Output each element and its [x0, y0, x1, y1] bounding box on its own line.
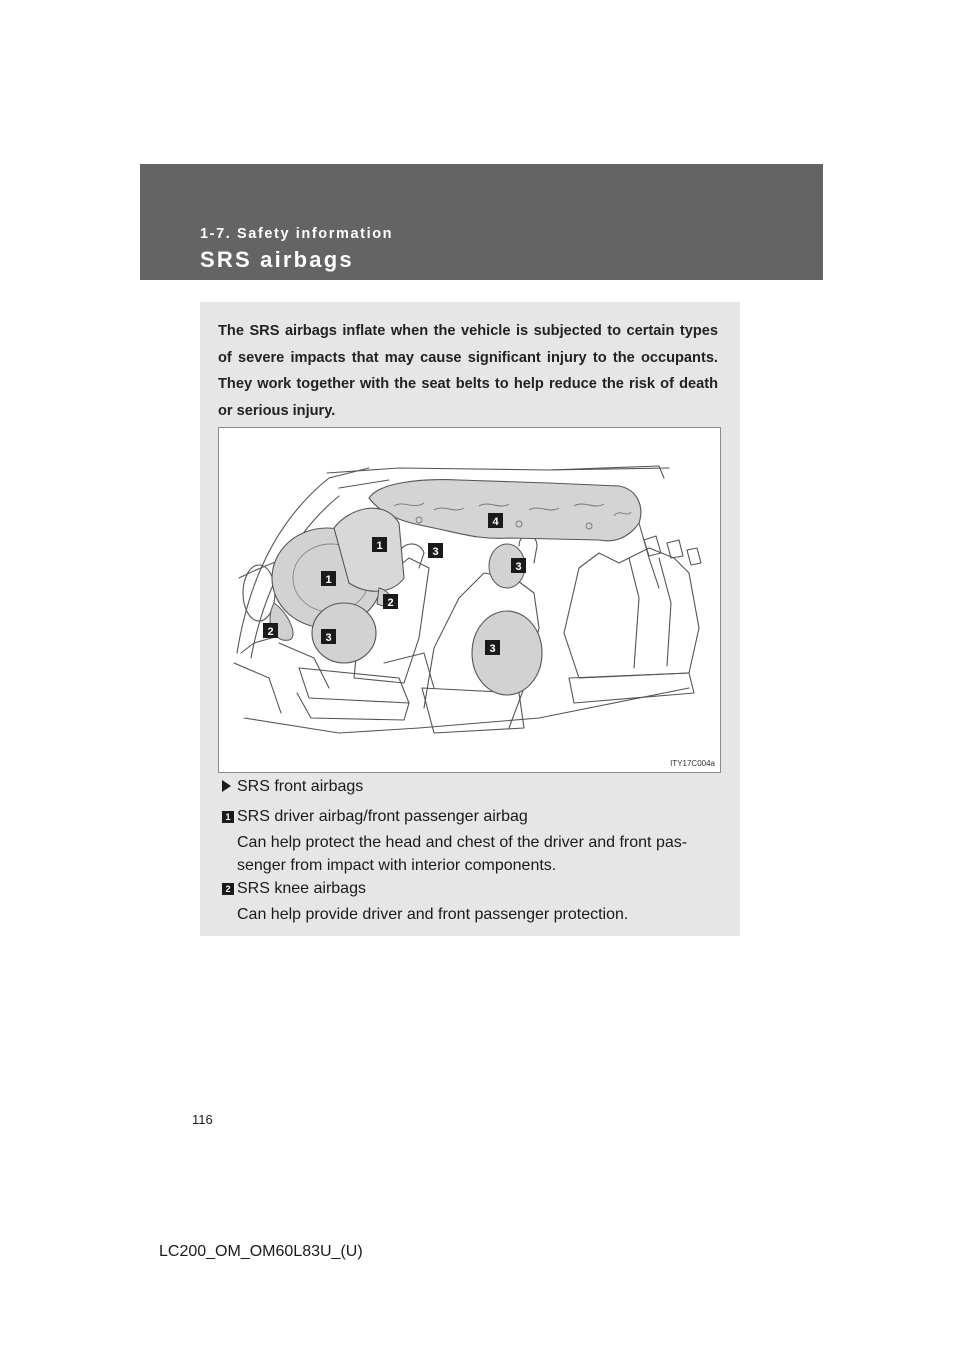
svg-text:3: 3 — [325, 632, 332, 644]
svg-text:4: 4 — [492, 516, 499, 528]
marker-layer — [219, 428, 721, 773]
airbag-illustration — [218, 427, 721, 773]
marker-3-side-airbag-front — [428, 543, 443, 558]
arrow-right-icon — [222, 780, 231, 792]
item-description-line: Can help provide driver and front passenger protection. — [237, 906, 629, 923]
figure-code: ITY17C004a — [670, 759, 715, 768]
item-description — [237, 903, 737, 926]
item-title: SRS knee airbags — [237, 880, 366, 897]
svg-text:2: 2 — [387, 597, 394, 609]
section-label: 1-7. Safety information — [200, 226, 394, 242]
item-description-line: senger from impact with interior components. — [237, 857, 557, 874]
svg-text:3: 3 — [489, 643, 496, 655]
number-box-icon: 1 — [222, 811, 234, 823]
number-box-icon: 2 — [222, 883, 234, 895]
svg-text:1: 1 — [376, 540, 383, 552]
intro-paragraph: The SRS airbags inflate when the vehicle is subjected to certain types of severe impacts that may cause significant injury to the occupants. They work together with the seat belts to help reduce the risk of death or serious injury. — [218, 323, 718, 419]
page-number: 116 — [192, 1112, 213, 1127]
svg-text:2: 2 — [267, 626, 274, 638]
marker-3-side-airbag-rear — [511, 558, 526, 573]
item-knee-airbags — [222, 878, 737, 926]
bullet-label: SRS front airbags — [237, 778, 364, 795]
svg-text:3: 3 — [515, 561, 522, 573]
svg-text:3: 3 — [432, 546, 439, 558]
marker-3-side-airbag-passenger — [485, 640, 500, 655]
marker-4-curtain-airbag — [488, 513, 503, 528]
marker-1-passenger-airbag — [372, 537, 387, 552]
page-title: SRS airbags — [200, 247, 354, 272]
item-description — [237, 831, 737, 877]
marker-2-knee-airbag-driver — [263, 623, 278, 638]
marker-3-side-airbag-driver — [321, 629, 336, 644]
document-code: LC200_OM_OM60L83U_(U) — [159, 1243, 363, 1260]
bullet-front-airbags — [222, 778, 363, 796]
marker-1-front-airbag — [321, 571, 336, 586]
item-driver-passenger-airbag — [222, 806, 737, 877]
marker-2-knee-airbag-passenger — [383, 594, 398, 609]
svg-text:1: 1 — [325, 574, 332, 586]
item-title: SRS driver airbag/front passenger airbag — [237, 808, 528, 825]
item-description-line: Can help protect the head and chest of the driver and front pas- — [237, 834, 688, 851]
